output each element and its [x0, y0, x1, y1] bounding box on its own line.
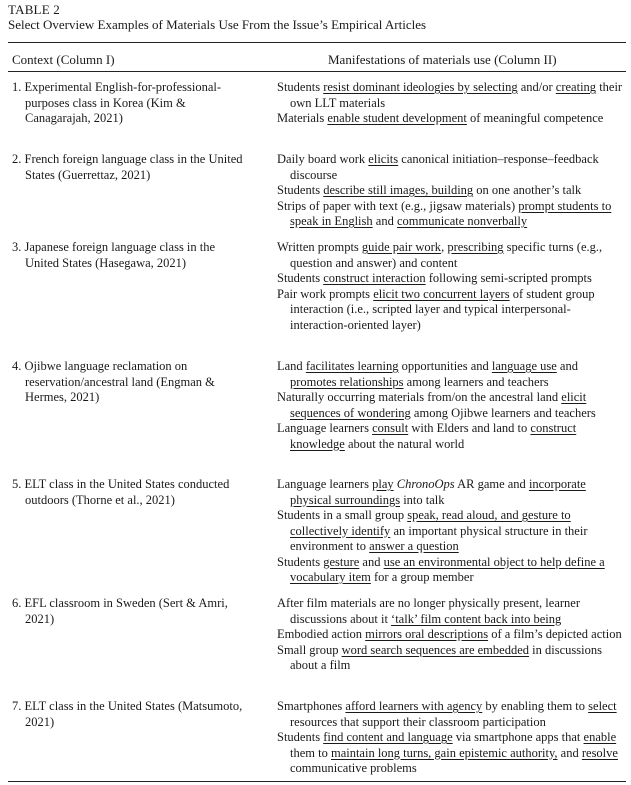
underlined-phrase: select [588, 699, 617, 713]
context-text: 3. Japanese foreign language class in the United States (Hasegawa, 2021) [12, 240, 216, 270]
text-segment: by enabling them to [482, 699, 589, 713]
text-segment: on one another’s talk [473, 183, 582, 197]
underlined-phrase: mirrors oral descriptions [365, 627, 489, 641]
underlined-phrase: promotes relationships [290, 374, 404, 389]
text-segment: Embodied action [277, 627, 366, 641]
text-segment: Daily board work [277, 152, 369, 166]
text-segment: Strips of paper with text (e.g., jigsaw materials) [277, 198, 519, 213]
text-segment: Language learners [277, 477, 373, 491]
manifestation-entry [277, 555, 627, 586]
underlined-phrase: ‘talk’ film content back into being [391, 611, 562, 626]
underlined-phrase: construct knowledge [290, 421, 577, 451]
manifestation-entry [277, 80, 627, 111]
manifestations-cell [277, 80, 627, 127]
context-cell [12, 240, 244, 271]
underlined-phrase: guide pair work [361, 240, 442, 254]
text-segment: with Elders and land to [408, 421, 531, 435]
underlined-phrase: speak, read aloud, and gesture to collectively identify [290, 508, 571, 538]
manifestation-entry [277, 111, 627, 127]
text-segment: and [557, 745, 582, 760]
underlined-phrase: use an environmental object to help define a vocabulary item [290, 554, 605, 584]
manifestations-cell [277, 240, 627, 333]
underlined-phrase: gesture [323, 554, 360, 569]
context-text: 2. French foreign language class in the United States (Guerrettaz, 2021) [12, 152, 243, 182]
manifestation-entry [277, 240, 627, 271]
text-segment: Pair work prompts [277, 286, 374, 301]
text-segment: of student group interaction (i.e., scripted layer and typical interpersonal-interaction-oriented layer) [290, 286, 595, 332]
text-segment: for a group member [370, 570, 474, 584]
text-segment: After film materials are no longer physically present, learner discussions about it [277, 596, 581, 626]
text-segment: of a film’s depicted action [488, 627, 622, 641]
bottom-rule [8, 781, 626, 782]
context-cell [12, 596, 244, 627]
text-segment: communicative problems [290, 761, 417, 775]
text-segment: among learners and teachers [403, 374, 549, 389]
text-segment: about the natural world [344, 436, 465, 451]
table-label: TABLE 2 [8, 2, 60, 17]
manifestation-entry [277, 271, 627, 287]
text-segment: Land [277, 359, 306, 373]
underlined-phrase: elicit sequences of wondering [290, 390, 587, 420]
text-segment: their own LLT materials [290, 80, 623, 110]
manifestation-entry [277, 390, 627, 421]
text-segment: Students in a small group [277, 508, 408, 522]
manifestations-cell [277, 699, 627, 777]
table-title: Select Overview Examples of Materials Use From the Issue’s Empirical Articles [8, 17, 427, 32]
context-text: 7. ELT class in the United States (Matsumoto, 2021) [12, 699, 243, 729]
context-text: 5. ELT class in the United States conducted outdoors (Thorne et al., 2021) [12, 477, 230, 507]
manifestation-entry [277, 287, 627, 334]
context-text: 6. EFL classroom in Sweden (Sert & Amri, 2021) [12, 596, 228, 626]
underlined-phrase: consult [372, 421, 409, 435]
text-segment: Smartphones [277, 699, 346, 713]
manifestation-entry [277, 627, 627, 643]
underlined-phrase: construct interaction [323, 271, 426, 285]
text-segment: via smartphone apps that [452, 730, 584, 744]
underlined-phrase: elicits [368, 152, 399, 166]
manifestation-entry [277, 508, 627, 555]
text-segment: Language learners [277, 421, 373, 435]
text-segment: Students [277, 80, 324, 94]
underlined-phrase: find content and language [323, 730, 453, 744]
text-segment: an important physical structure in their environment to [290, 523, 588, 553]
underlined-phrase: elicit two concurrent layers [373, 286, 510, 301]
manifestation-entry [277, 183, 627, 199]
underlined-phrase: prescribing [447, 240, 504, 254]
context-cell [12, 152, 244, 183]
underlined-phrase: answer a question [369, 539, 459, 553]
text-segment: Written prompts [277, 240, 362, 254]
context-cell [12, 699, 244, 730]
underlined-phrase: word search sequences are embedded [341, 642, 530, 657]
column-header-context: Context (Column I) [12, 52, 115, 67]
text-segment: resources that support their classroom participation [290, 714, 546, 729]
underlined-phrase: maintain long turns, gain epistemic authority, [330, 745, 558, 760]
underlined-phrase: afford learners with agency [345, 699, 483, 713]
underlined-phrase: enable [583, 730, 617, 744]
context-text: 4. Ojibwe language reclamation on reservation/ancestral land (Engman & Hermes, 2021) [12, 359, 215, 404]
text-segment: and/or [517, 80, 556, 94]
text-segment: into talk [400, 492, 445, 507]
text-segment: and [556, 359, 578, 373]
context-cell [12, 359, 244, 406]
text-segment: canonical initiation–response–feedback discourse [290, 152, 599, 182]
text-segment: in discussions about a film [290, 642, 602, 672]
manifestation-entry [277, 421, 627, 452]
manifestation-entry [277, 730, 627, 777]
text-segment: Students [277, 554, 324, 569]
context-cell [12, 80, 244, 127]
text-segment: Students [277, 271, 324, 285]
underlined-phrase: play [372, 477, 394, 491]
underlined-phrase: enable student development [327, 111, 467, 125]
manifestations-cell [277, 152, 627, 230]
text-segment: opportunities and [398, 359, 492, 373]
text-segment: Students [277, 730, 324, 744]
text-segment: among Ojibwe learners and teachers [410, 405, 596, 420]
column-header-manifestations: Manifestations of materials use (Column II) [328, 52, 557, 67]
text-segment: specific turns (e.g., question and answer) and content [290, 240, 603, 270]
text-segment: Naturally occurring materials from/on the ancestral land [277, 390, 562, 404]
text-segment: and [359, 554, 384, 569]
text-segment: of meaningful competence [466, 111, 604, 125]
underlined-phrase: communicate nonverbally [396, 214, 528, 228]
manifestation-entry [277, 643, 627, 674]
text-segment: Students [277, 183, 324, 197]
text-segment: Materials [277, 111, 328, 125]
text-segment: AR game and [454, 477, 529, 491]
text-segment: and [372, 214, 397, 228]
underlined-phrase: language use [491, 359, 557, 373]
manifestation-entry [277, 699, 627, 730]
header-rule [8, 71, 626, 72]
context-text: 1. Experimental English-for-professional-purposes class in Korea (Kim & Canagarajah, 2021) [12, 80, 222, 125]
underlined-phrase: incorporate physical surroundings [290, 477, 586, 507]
text-segment: Small group [277, 642, 342, 657]
underlined-phrase: resolve [581, 745, 618, 760]
text-segment: , [441, 240, 448, 254]
manifestations-cell [277, 596, 627, 674]
italic-title: ChronoOps [396, 477, 455, 491]
manifestations-cell [277, 359, 627, 452]
manifestation-entry [277, 199, 627, 230]
manifestations-cell [277, 477, 627, 586]
underlined-phrase: facilitates learning [305, 359, 399, 373]
context-cell [12, 477, 244, 508]
manifestation-entry [277, 152, 627, 183]
underlined-phrase: creating [555, 80, 597, 94]
underlined-phrase: describe still images, building [323, 183, 474, 197]
underlined-phrase: resist dominant ideologies by selecting [323, 80, 518, 94]
manifestation-entry [277, 359, 627, 390]
manifestation-entry [277, 596, 627, 627]
text-segment: following semi-scripted prompts [425, 271, 592, 285]
underlined-phrase: prompt students to speak in English [290, 198, 612, 228]
top-rule [8, 42, 626, 43]
manifestation-entry [277, 477, 627, 508]
text-segment: them to [290, 745, 331, 760]
